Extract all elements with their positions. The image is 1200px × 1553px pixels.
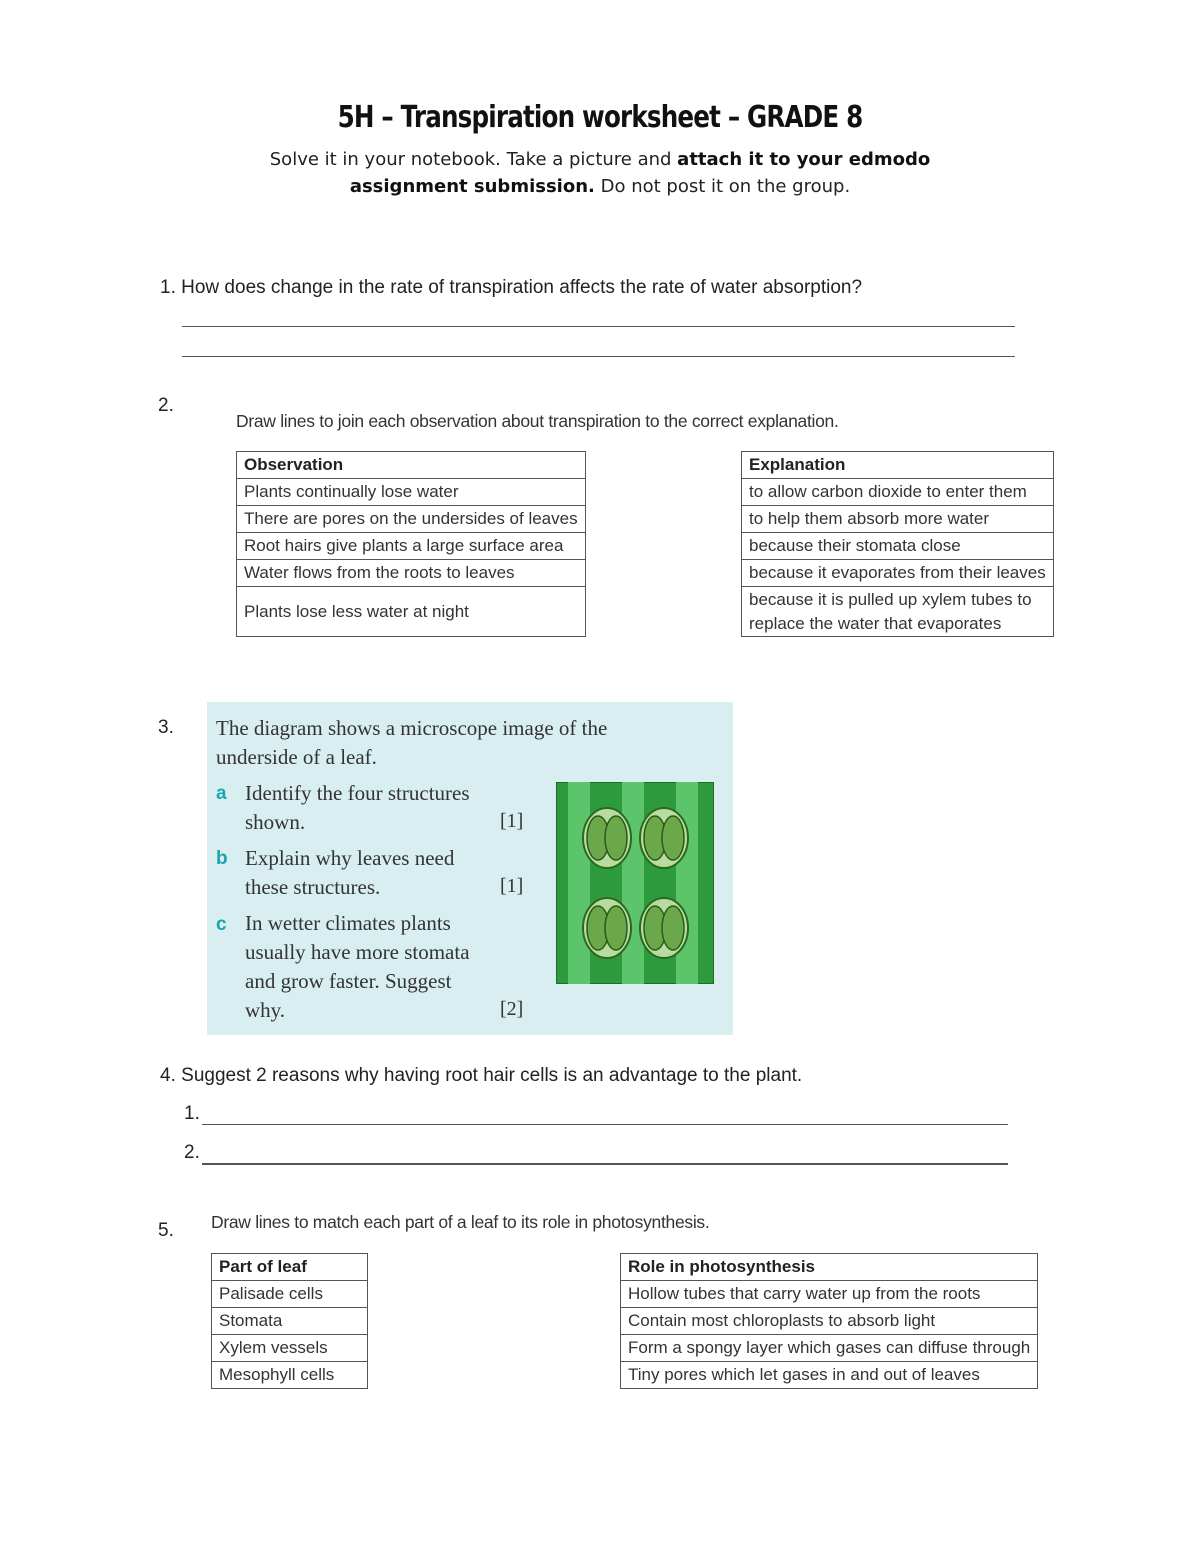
part-a-letter: a [216,783,227,804]
role-table [620,1253,1038,1389]
part-c-text [245,909,470,1025]
part-c-line-2: usually have more stomata [245,940,470,964]
explanation-header: Explanation [742,452,1054,479]
part-c-mark: [2] [500,998,524,1020]
part-c-line-3: and grow faster. Suggest [245,969,452,993]
question-4-text: Suggest 2 reasons why having root hair cells is an advantage to the plant. [181,1065,803,1086]
role-cell[interactable]: Tiny pores which let gases in and out of leaves [621,1362,1038,1389]
leaf-part-cell[interactable]: Palisade cells [212,1281,368,1308]
part-b-line-2: these structures. [245,875,381,899]
leaf-part-cell[interactable]: Mesophyll cells [212,1362,368,1389]
explanation-line-1: because it is pulled up xylem tubes to [749,589,1032,609]
part-b-letter: b [216,848,228,869]
part-header: Part of leaf [212,1254,368,1281]
stoma-icon [583,808,631,868]
instructions-text-1: Solve it in your notebook. Take a picture and [269,149,678,170]
question-1 [160,277,862,299]
part-b-text [245,844,454,902]
explanation-cell[interactable]: to allow carbon dioxide to enter them [742,479,1054,506]
explanation-line-2: replace the water that evaporates [749,613,1002,633]
part-a-line-2: shown. [245,810,306,834]
leaf-underside-microscope-image [556,782,714,984]
worksheet-title: 5H – Transpiration worksheet – GRADE 8 [337,100,863,135]
question-5-number: 5. [158,1220,174,1241]
observation-header: Observation [237,452,586,479]
part-c-line-4: why. [245,998,286,1022]
worksheet-instructions [200,146,1000,200]
instructions-bold-2: assignment submission. [349,176,595,197]
intro-line-2: underside of a leaf. [216,745,377,769]
explanation-table [741,451,1054,637]
answer-label-2: 2. [184,1142,200,1163]
question-2-number: 2. [158,395,174,416]
question-3-number: 3. [158,717,174,738]
question-1-number: 1. [160,277,176,298]
part-b-mark: [1] [500,875,524,897]
leaf-part-cell[interactable]: Stomata [212,1308,368,1335]
observation-cell[interactable]: Water flows from the roots to leaves [237,560,586,587]
instructions-bold-1: attach it to your edmodo [677,149,931,170]
part-c-letter: c [216,914,227,935]
instructions-text-2: Do not post it on the group. [594,176,851,197]
stoma-icon [583,898,631,958]
answer-line-4a[interactable] [202,1124,1008,1125]
stoma-icon [640,808,688,868]
stoma-icon [640,898,688,958]
question-4 [160,1065,802,1087]
part-a-text [245,779,470,837]
answer-line-1b[interactable] [182,356,1015,357]
role-cell[interactable]: Hollow tubes that carry water up from the roots [621,1281,1038,1308]
question-5-instruction: Draw lines to match each part of a leaf to its role in photosynthesis. [211,1212,710,1232]
part-b-line-1: Explain why leaves need [245,846,455,870]
observation-cell[interactable]: Plants continually lose water [237,479,586,506]
observation-table [236,451,586,637]
answer-line-4b[interactable] [202,1163,1008,1165]
part-a-line-1: Identify the four structures [245,781,470,805]
part-c-line-1: In wetter climates plants [245,911,451,935]
leaf-part-table [211,1253,368,1389]
role-header: Role in photosynthesis [621,1254,1038,1281]
question-3-box [207,702,733,1035]
explanation-cell[interactable]: because their stomata close [742,533,1054,560]
question-4-number: 4. [160,1065,176,1086]
role-cell[interactable]: Form a spongy layer which gases can diffuse through [621,1335,1038,1362]
explanation-cell[interactable] [742,587,1054,637]
answer-label-1: 1. [184,1103,200,1124]
role-cell[interactable]: Contain most chloroplasts to absorb light [621,1308,1038,1335]
intro-line-1: The diagram shows a microscope image of the [216,716,608,740]
explanation-cell[interactable]: because it evaporates from their leaves [742,560,1054,587]
observation-cell[interactable]: Plants lose less water at night [237,587,586,637]
answer-line-1a[interactable] [182,326,1015,327]
part-a-mark: [1] [500,810,524,832]
explanation-cell[interactable]: to help them absorb more water [742,506,1054,533]
question-1-text: How does change in the rate of transpiration affects the rate of water absorption? [181,277,863,298]
leaf-part-cell[interactable]: Xylem vessels [212,1335,368,1362]
question-3-intro [216,714,607,772]
observation-cell[interactable]: Root hairs give plants a large surface area [237,533,586,560]
observation-cell[interactable]: There are pores on the undersides of leaves [237,506,586,533]
question-2-instruction: Draw lines to join each observation about transpiration to the correct explanation. [236,411,839,431]
